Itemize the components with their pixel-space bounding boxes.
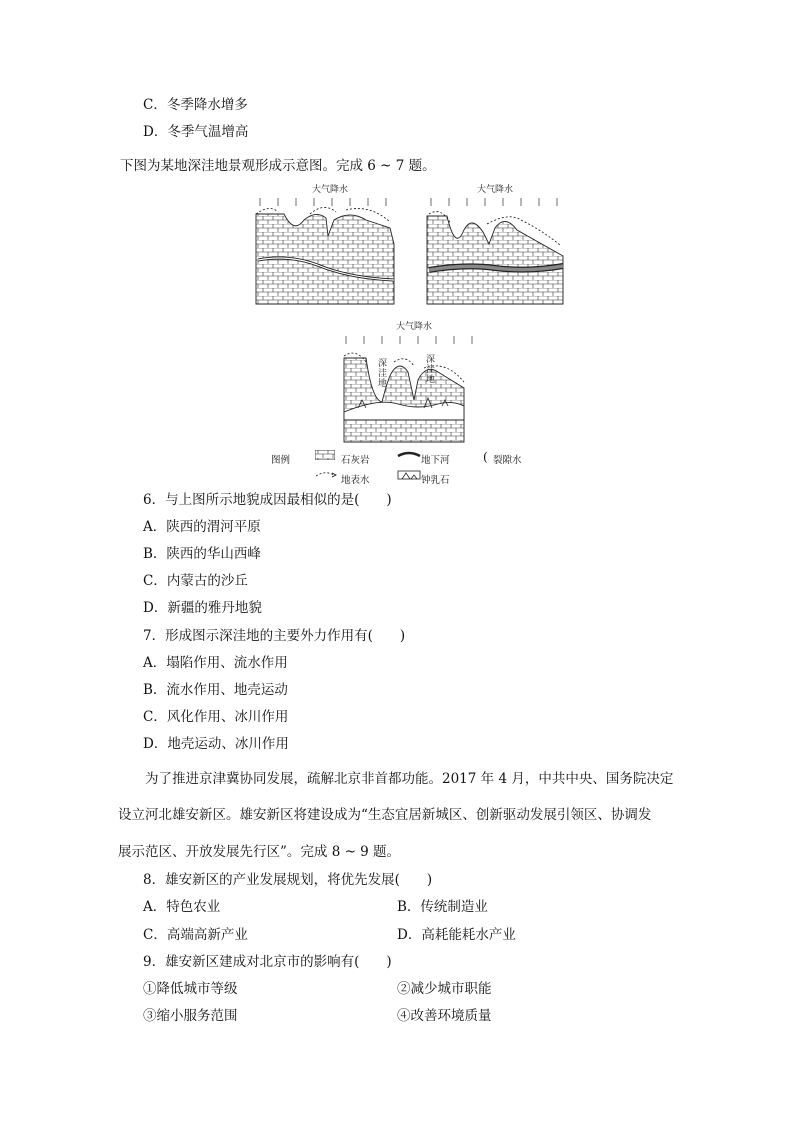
q6-option-d: D．新疆的雅丹地貌 (143, 600, 262, 616)
q9-option-4: ④改善环境质量 (397, 1008, 492, 1024)
passage-line-2: 设立河北雄安新区。雄安新区将建设成为“生态宜居新城区、创新驱动发展引领区、协调发 (118, 807, 652, 823)
q5-option-d: D．冬季气温增高 (143, 124, 249, 140)
passage-line-3: 展示范区、开放发展先行区”。完成 8 ~ 9 题。 (118, 844, 401, 860)
legend-limestone: 石灰岩 (341, 455, 370, 466)
q8-stem: 8．雄安新区的产业发展规划，将优先发展( ) (143, 872, 433, 888)
q8-option-c: C．高端高新产业 (143, 927, 248, 943)
q6-stem: 6．与上图所示地貌成因最相似的是( ) (143, 492, 392, 508)
rain-arrows-2 (431, 198, 557, 206)
q9-option-1: ①降低城市等级 (143, 981, 238, 997)
underground-river-icon (397, 450, 421, 463)
fissure-water-icon: ( (483, 450, 488, 464)
legend-surface-water: 地表水 (341, 475, 370, 486)
legend-fissure-water: 裂隙水 (493, 455, 522, 466)
karst-diagram-stage-2 (425, 184, 570, 306)
rain-arrows-1 (260, 198, 386, 206)
q7-stem: 7．形成图示深洼地的主要外力作用有( ) (143, 628, 406, 644)
q7-option-b: B．流水作用、地壳运动 (143, 682, 288, 698)
rain-arrows-3 (346, 336, 472, 344)
karst-diagram-stage-3 (338, 320, 478, 444)
depression-label-2: 深洼地 (426, 355, 436, 385)
q7-option-a: A．塌陷作用、流水作用 (143, 655, 288, 671)
precip-label-3: 大气降水 (396, 322, 433, 332)
q7-option-c: C．风化作用、冰川作用 (143, 709, 289, 725)
q8-option-a: A．特色农业 (143, 899, 221, 915)
limestone-icon (315, 450, 335, 463)
stalactite-icon (397, 470, 421, 483)
q8-option-d: D．高耗能耗水产业 (397, 927, 516, 943)
q6-option-c: C．内蒙古的沙丘 (143, 573, 248, 589)
precip-label-1: 大气降水 (312, 185, 349, 195)
depression-label-1: 深洼地 (378, 359, 388, 389)
q5-option-c: C．冬季降水增多 (143, 97, 248, 113)
q6-option-b: B．陕西的华山西峰 (143, 546, 261, 562)
q9-option-2: ②减少城市职能 (397, 981, 492, 997)
precip-label-2: 大气降水 (477, 185, 514, 195)
q9-option-3: ③缩小服务范围 (143, 1008, 238, 1024)
passage-line-1: 为了推进京津冀协同发展，疏解北京非首都功能。2017 年 4 月，中共中央、国务院决定 (145, 771, 674, 787)
legend-underground-river: 地下河 (421, 455, 450, 466)
karst-diagram-stage-1 (250, 184, 400, 306)
legend-stalactite: 钟乳石 (421, 475, 450, 486)
surface-water-icon (315, 470, 337, 483)
q7-option-d: D．地壳运动、冰川作用 (143, 736, 289, 752)
legend-title: 图例 (271, 455, 291, 466)
q6-option-a: A．陕西的渭河平原 (143, 519, 261, 535)
q8-option-b: B．传统制造业 (397, 899, 488, 915)
q9-stem: 9．雄安新区建成对北京市的影响有( ) (143, 954, 392, 970)
intro-6-7: 下图为某地深洼地景观形成示意图。完成 6 ~ 7 题。 (120, 158, 436, 174)
figure-legend (255, 446, 555, 486)
